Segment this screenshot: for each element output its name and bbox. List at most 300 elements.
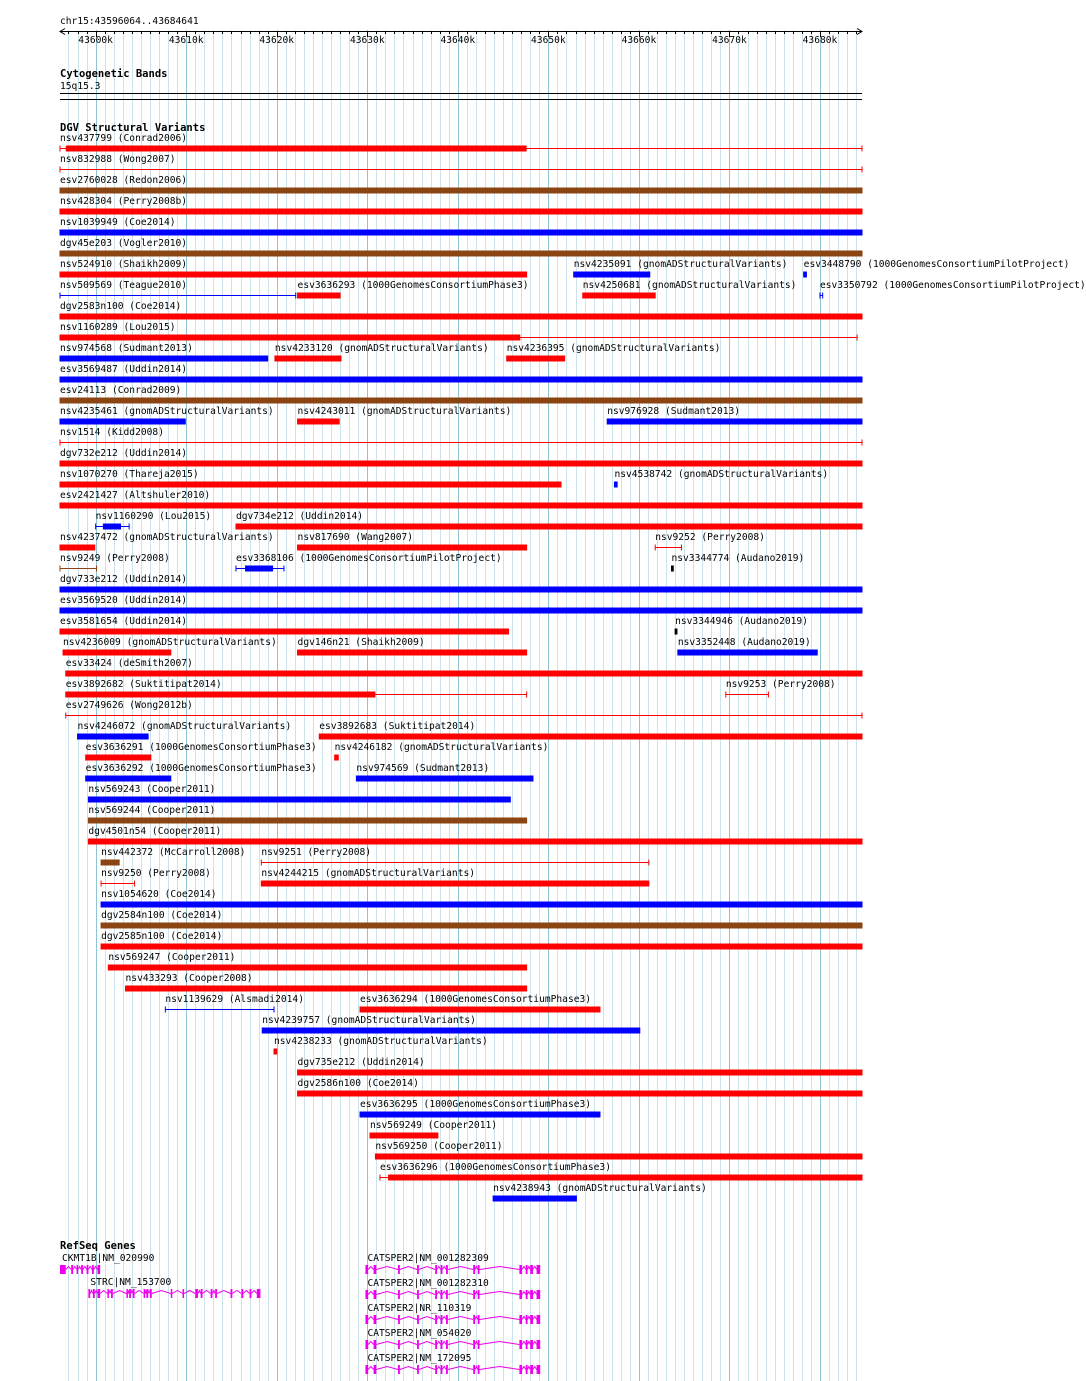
dgv-feature-label: nsv3344774 (Audano2019) [671,553,805,564]
dgv-feature-glyph[interactable] [0,711,890,721]
gene-intron [376,1342,398,1345]
gene-exon [478,1265,480,1274]
gene-intron [533,1367,537,1370]
dgv-feature-label: esv3569520 (Uddin2014) [60,595,188,606]
dgv-feature-glyph[interactable] [0,606,890,616]
gene-exon [519,1340,522,1349]
dgv-feature-glyph[interactable] [0,858,890,868]
dgv-feature-glyph[interactable] [0,459,890,469]
gene-exon [478,1315,480,1324]
gene-exon [435,1340,437,1349]
dgv-feature-glyph[interactable] [0,543,890,553]
gene-intron [419,1267,435,1270]
gene-intron [522,1342,526,1345]
gene-exon [519,1365,522,1374]
gene-label: CATSPER2|NM_001282309 [367,1253,489,1264]
dgv-feature-label: nsv4246182 (gnomADStructuralVariants) [334,742,549,753]
dgv-thick-block [88,839,862,845]
dgv-feature-label: nsv569244 (Cooper2011) [88,805,216,816]
dgv-thick-block [88,797,510,803]
ruler-tick-label: 43600k [78,35,113,46]
dgv-feature-glyph[interactable] [0,501,890,511]
dgv-feature-label: nsv1039949 (Coe2014) [60,217,176,228]
dgv-feature-label: nsv4235461 (gnomADStructuralVariants) [60,406,274,417]
gene-intron [448,1292,473,1295]
gene-exon [398,1290,400,1299]
dgv-feature-glyph[interactable] [0,1110,890,1120]
dgv-feature-glyph[interactable] [0,900,890,910]
dgv-feature-label: dgv2586n100 (Coe2014) [297,1078,419,1089]
dgv-feature-label: nsv4238943 (gnomADStructuralVariants) [493,1183,707,1194]
gene-intron [419,1292,435,1295]
dgv-thick-block [319,734,862,740]
dgv-feature-glyph[interactable] [0,921,890,931]
dgv-feature-label: esv3448790 (1000GenomesConsortiumPilotProject) [803,259,1070,270]
gene-exon [537,1265,541,1274]
gene-exon [374,1340,377,1349]
dgv-feature-label: nsv1160289 (Lou2015) [60,322,176,333]
ruler-tick-label: 43660k [621,35,657,46]
dgv-track-title: DGV Structural Variants [60,122,206,134]
gene-intron [419,1342,435,1345]
dgv-feature-label: esv2421427 (Altshuler2010) [60,490,211,501]
gene-exon [365,1340,368,1349]
gene-intron [533,1342,537,1345]
dgv-feature-label: esv2760028 (Redon2006) [60,175,188,186]
gene-exon [537,1290,541,1299]
dgv-thick-block [126,986,527,992]
gene-exon [526,1365,528,1374]
gene-exon [526,1340,528,1349]
gene-label: CATSPER2|NM_054020 [367,1328,472,1339]
dgv-feature-label: esv3581654 (Uddin2014) [60,616,188,627]
gene-model[interactable] [0,1364,890,1376]
dgv-feature-label: esv3636293 (1000GenomesConsortiumPhase3) [297,280,529,291]
ruler-tick-label: 43630k [349,35,385,46]
dgv-feature-glyph[interactable] [0,480,890,490]
dgv-feature-label: dgv45e203 (Vogler2010) [60,238,188,249]
gene-intron [376,1317,398,1320]
gene-intron [376,1367,398,1370]
gene-intron [400,1267,417,1270]
dgv-thick-block [375,1154,862,1160]
gene-intron [522,1317,526,1320]
dgv-feature-label: nsv1139629 (Alsmadi2014) [165,994,304,1005]
gene-intron [448,1267,473,1270]
gene-exon [374,1315,377,1324]
dgv-thick-block [356,776,533,782]
dgv-feature-label: dgv733e212 (Uddin2014) [60,574,188,585]
dgv-feature-label: nsv9250 (Perry2008) [101,868,211,879]
ruler-tick-label: 43610k [168,35,204,46]
dgv-feature-label: nsv4235091 (gnomADStructuralVariants) [573,259,788,270]
dgv-feature-glyph[interactable] [0,1089,890,1099]
gene-exon [398,1365,400,1374]
dgv-feature-label: nsv4239757 (gnomADStructuralVariants) [262,1015,476,1026]
gene-intron [528,1317,531,1320]
gene-exon [478,1365,480,1374]
gene-exon [441,1265,443,1274]
gene-model[interactable] [0,1339,890,1351]
gene-label: CATSPER2|NR_110319 [367,1303,472,1314]
dgv-thick-block [88,818,526,824]
gene-exon [519,1265,522,1274]
dgv-feature-label: nsv442372 (McCarroll2008) [101,847,246,858]
dgv-feature-label: esv2749626 (Wong2012b) [65,700,193,711]
dgv-feature-glyph[interactable] [0,354,890,364]
dgv-thick-block [261,881,649,887]
dgv-thick-block [507,356,565,362]
gene-intron [419,1367,435,1370]
dgv-feature-label: nsv437799 (Conrad2006) [60,133,188,144]
gene-model[interactable] [0,1289,890,1301]
dgv-feature-label: esv3569487 (Uddin2014) [60,364,188,375]
gene-intron [480,1342,520,1345]
dgv-thick-block [60,587,862,593]
gene-intron [368,1267,373,1270]
gene-exon [446,1315,448,1324]
dgv-feature-label: nsv569243 (Cooper2011) [88,784,216,795]
gene-intron [448,1367,473,1370]
gene-intron [437,1292,441,1295]
ruler-tick-label: 43680k [802,35,838,46]
gene-exon [441,1340,443,1349]
gene-exon [478,1290,480,1299]
gene-exon [374,1365,377,1374]
gene-exon [519,1315,522,1324]
gene-intron [448,1342,473,1345]
dgv-feature-glyph[interactable] [0,627,890,637]
dgv-feature-glyph[interactable] [0,984,890,994]
dgv-thick-block [60,461,862,467]
gene-exon [530,1265,533,1274]
dgv-feature-label: nsv9252 (Perry2008) [655,532,765,543]
gene-exon [441,1290,443,1299]
dgv-thick-block [298,1070,862,1076]
dgv-thick-block [236,524,862,530]
dgv-feature-label: nsv9251 (Perry2008) [261,847,372,858]
dgv-feature-label: esv33424 (deSmith2007) [65,658,193,669]
gene-intron [475,1367,478,1370]
gene-exon [446,1265,448,1274]
gene-exon [473,1340,475,1349]
gene-intron [437,1317,441,1320]
dgv-feature-glyph[interactable] [0,333,890,343]
gene-intron [480,1267,520,1270]
gene-exon [530,1290,533,1299]
gene-exon [435,1365,437,1374]
gene-exon [473,1265,475,1274]
dgv-feature-glyph[interactable] [0,1173,890,1183]
dgv-thick-block [60,377,862,383]
dgv-feature-label: nsv509569 (Teague2010) [60,280,188,291]
gene-intron [376,1267,398,1270]
ruler-tick-label: 43650k [531,35,566,46]
cytoband-track-title: Cytogenetic Bands [60,68,168,80]
dgv-feature-glyph[interactable] [0,438,890,448]
dgv-feature-glyph[interactable] [0,186,890,196]
dgv-thick-block [101,944,862,950]
dgv-thick-block [360,1112,600,1118]
gene-exon [417,1265,419,1274]
dgv-feature-glyph[interactable] [0,165,890,175]
dgv-feature-glyph[interactable] [0,417,890,427]
dgv-feature-glyph[interactable] [0,774,890,784]
dgv-feature-label: nsv4236009 (gnomADStructuralVariants) [63,637,277,648]
gene-intron [400,1292,417,1295]
gene-intron [522,1267,526,1270]
gene-intron [442,1342,446,1345]
gene-exon [446,1290,448,1299]
dgv-feature-glyph[interactable] [0,270,890,280]
gene-intron [522,1367,526,1370]
dgv-feature-glyph[interactable] [0,291,890,301]
gene-exon [365,1290,368,1299]
dgv-feature-label: nsv3352448 (Audano2019) [677,637,811,648]
gene-exon [530,1315,533,1324]
gene-intron [448,1317,473,1320]
gene-exon [446,1365,448,1374]
dgv-feature-glyph[interactable] [0,963,890,973]
dgv-thick-block [60,503,862,509]
gene-intron [475,1267,478,1270]
dgv-feature-glyph[interactable] [0,1047,890,1057]
dgv-feature-glyph[interactable] [0,753,890,763]
gene-intron [419,1317,435,1320]
dgv-thick-block [262,1028,640,1034]
gene-intron [437,1342,441,1345]
gene-exon [435,1265,437,1274]
dgv-feature-label: nsv4243011 (gnomADStructuralVariants) [297,406,512,417]
gene-intron [522,1292,526,1295]
refseq-track-title: RefSeq Genes [60,1240,136,1252]
gene-label: STRC|NM_153700 [90,1277,172,1288]
dgv-thick-block [388,1175,862,1181]
dgv-feature-label: dgv732e212 (Uddin2014) [60,448,188,459]
dgv-feature-label: nsv4244215 (gnomADStructuralVariants) [261,868,476,879]
dgv-feature-glyph[interactable] [0,879,890,889]
dgv-thick-block [108,965,526,971]
gene-exon [365,1265,368,1274]
dgv-feature-label: nsv1070270 (Thareja2015) [60,469,199,480]
dgv-thick-block [60,314,862,320]
gene-intron [400,1367,417,1370]
dgv-feature-glyph[interactable] [0,1194,890,1204]
dgv-feature-label: esv3636294 (1000GenomesConsortiumPhase3) [360,994,592,1005]
gene-exon [417,1290,419,1299]
dgv-feature-label: nsv4236395 (gnomADStructuralVariants) [506,343,721,354]
dgv-feature-glyph[interactable] [0,732,890,742]
gene-exon [374,1290,377,1299]
gene-exon [473,1315,475,1324]
dgv-feature-label: nsv428304 (Perry2008b) [60,196,188,207]
dgv-feature-label: dgv735e212 (Uddin2014) [297,1057,425,1068]
gene-exon [530,1365,533,1374]
dgv-feature-label: esv3636291 (1000GenomesConsortiumPhase3) [85,742,317,753]
dgv-feature-label: nsv4238233 (gnomADStructuralVariants) [274,1036,488,1047]
dgv-feature-glyph[interactable] [0,207,890,217]
dgv-thick-block [60,335,520,341]
dgv-feature-label: esv3368106 (1000GenomesConsortiumPilotProject) [235,553,502,564]
dgv-feature-glyph[interactable] [0,585,890,595]
dgv-thick-block [678,650,817,656]
gene-exon [446,1340,448,1349]
gene-intron [368,1342,373,1345]
dgv-thick-block [66,146,527,152]
dgv-feature-glyph[interactable] [0,228,890,238]
gene-intron [442,1267,446,1270]
location-label: chr15:43596064..43684641 [60,16,199,27]
gene-exon [473,1290,475,1299]
dgv-feature-label: esv3636295 (1000GenomesConsortiumPhase3) [360,1099,592,1110]
gene-label: CKMT1B|NM_020990 [62,1253,155,1264]
gene-intron [475,1292,478,1295]
dgv-thick-block [60,251,862,257]
dgv-feature-glyph[interactable] [0,1131,890,1141]
dgv-feature-label: nsv1054620 (Coe2014) [101,889,217,900]
dgv-feature-label: nsv4250681 (gnomADStructuralVariants) [582,280,797,291]
ruler-tick-label: 43640k [440,35,476,46]
dgv-feature-label: esv3636296 (1000GenomesConsortiumPhase3) [379,1162,611,1173]
gene-exon [526,1315,528,1324]
gene-intron [368,1367,373,1370]
gene-intron [437,1367,441,1370]
dgv-thick-block [335,755,339,761]
gene-intron [475,1317,478,1320]
gene-exon [435,1290,437,1299]
cytoband-label: 15q15.3 [60,81,101,92]
gene-intron [528,1342,531,1345]
dgv-feature-glyph[interactable] [0,942,890,952]
dgv-feature-glyph[interactable] [0,564,890,574]
gene-intron [533,1317,537,1320]
dgv-feature-label: esv3636292 (1000GenomesConsortiumPhase3) [85,763,317,774]
dgv-feature-label: dgv146n21 (Shaikh2009) [297,637,425,648]
dgv-feature-glyph[interactable] [0,669,890,679]
dgv-feature-glyph[interactable] [0,312,890,322]
gene-exon [537,1365,541,1374]
dgv-feature-label: nsv524910 (Shaikh2009) [60,259,188,270]
gene-exon [519,1290,522,1299]
dgv-feature-label: nsv832988 (Wong2007) [60,154,176,165]
dgv-thick-block [101,923,862,929]
gene-intron [442,1367,446,1370]
dgv-feature-label: dgv2585n100 (Coe2014) [101,931,223,942]
dgv-feature-label: nsv569249 (Cooper2011) [369,1120,498,1131]
dgv-feature-glyph[interactable] [0,522,890,532]
gene-label: CATSPER2|NM_172095 [367,1353,472,1364]
dgv-feature-glyph[interactable] [0,816,890,826]
dgv-feature-glyph[interactable] [0,837,890,847]
dgv-thick-block [60,188,862,194]
gene-intron [480,1292,520,1295]
dgv-feature-label: nsv4237472 (gnomADStructuralVariants) [60,532,274,543]
dgv-thick-block [60,608,862,614]
dgv-feature-label: esv3350792 (1000GenomesConsortiumPilotProject) [819,280,1086,291]
dgv-feature-label: nsv569250 (Cooper2011) [375,1141,503,1152]
gene-exon [398,1340,400,1349]
dgv-feature-glyph[interactable] [0,648,890,658]
dgv-feature-glyph[interactable] [0,1068,890,1078]
dgv-feature-glyph[interactable] [0,795,890,805]
gene-exon [374,1265,377,1274]
ruler-tick-label: 43670k [712,35,747,46]
gene-intron [442,1317,446,1320]
dgv-feature-label: dgv2584n100 (Coe2014) [101,910,223,921]
gene-intron [368,1292,373,1295]
dgv-feature-glyph[interactable] [0,249,890,259]
dgv-feature-glyph[interactable] [0,1005,890,1015]
dgv-feature-label: nsv433293 (Cooper2008) [125,973,253,984]
dgv-thick-block [101,902,862,908]
gene-model[interactable] [0,1314,890,1326]
dgv-thick-block [66,671,862,677]
dgv-feature-label: nsv976928 (Sudmant2013) [607,406,741,417]
dgv-thick-block [607,419,862,425]
dgv-feature-label: nsv4538742 (gnomADStructuralVariants) [614,469,829,480]
dgv-feature-label: nsv3344946 (Audano2019) [675,616,808,627]
gene-exon [537,1315,541,1324]
dgv-feature-label: nsv4233120 (gnomADStructuralVariants) [274,343,489,354]
gene-intron [368,1317,373,1320]
dgv-feature-label: esv3892682 (Suktitipat2014) [65,679,222,690]
dgv-feature-label: dgv734e212 (Uddin2014) [235,511,364,522]
gene-exon [398,1315,400,1324]
dgv-feature-label: esv24113 (Conrad2009) [60,385,182,396]
ruler-tick-label: 43620k [259,35,295,46]
gene-intron [533,1267,537,1270]
dgv-feature-label: dgv4501n54 (Cooper2011) [88,826,222,837]
gene-exon [435,1315,437,1324]
dgv-feature-label: nsv9253 (Perry2008) [725,679,836,690]
gene-exon [530,1340,533,1349]
gene-exon [537,1340,541,1349]
dgv-feature-glyph[interactable] [0,1152,890,1162]
dgv-feature-glyph[interactable] [0,690,890,700]
gene-intron [437,1267,441,1270]
dgv-thick-block [360,1007,600,1013]
gene-intron [376,1292,398,1295]
gene-intron [475,1342,478,1345]
dgv-thick-block [493,1196,576,1202]
gene-exon [417,1365,419,1374]
dgv-feature-label: nsv1514 (Kidd2008) [60,427,164,438]
dgv-feature-glyph[interactable] [0,144,890,154]
gene-model[interactable] [0,1264,890,1276]
dgv-thick-block [60,209,862,215]
dgv-feature-label: nsv974568 (Sudmant2013) [60,343,193,354]
gene-exon [441,1365,443,1374]
gene-exon [398,1265,400,1274]
gene-exon [526,1290,528,1299]
dgv-feature-glyph[interactable] [0,375,890,385]
dgv-feature-glyph[interactable] [0,396,890,406]
dgv-feature-label: nsv4246072 (gnomADStructuralVariants) [77,721,292,732]
dgv-feature-glyph[interactable] [0,1026,890,1036]
gene-intron [442,1292,446,1295]
gene-exon [417,1340,419,1349]
dgv-thick-block [60,230,862,236]
gene-intron [528,1367,531,1370]
dgv-feature-label: nsv817690 (Wang2007) [297,532,414,543]
gene-intron [400,1342,417,1345]
dgv-feature-label: nsv1160290 (Lou2015) [95,511,212,522]
dgv-feature-label: dgv2583n100 (Coe2014) [60,301,182,312]
dgv-feature-label: nsv9249 (Perry2008) [60,553,170,564]
gene-intron [480,1367,520,1370]
gene-intron [533,1292,537,1295]
dgv-feature-label: nsv974569 (Sudmant2013) [356,763,490,774]
